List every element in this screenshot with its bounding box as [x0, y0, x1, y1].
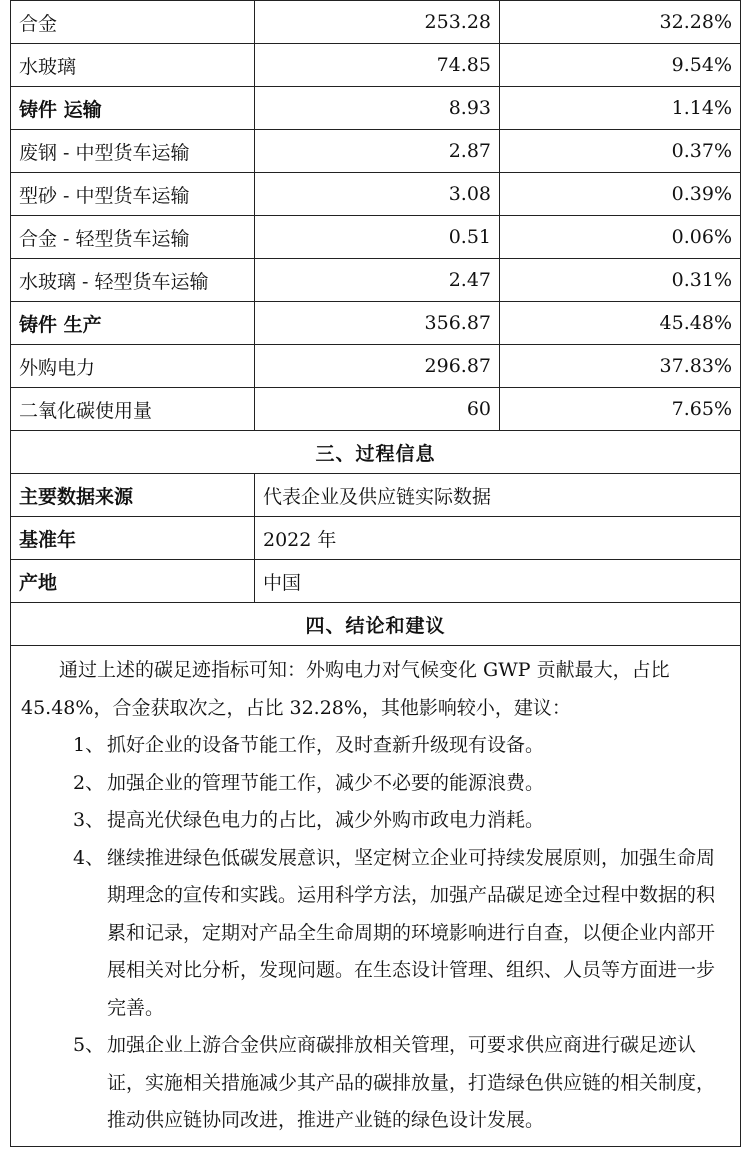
- recommendation-item: [21, 802, 732, 840]
- table-row: [11, 560, 741, 603]
- percent-cell: 0.06%: [500, 216, 741, 259]
- carbon-footprint-table: [10, 0, 741, 1147]
- percent-cell: 9.54%: [500, 44, 741, 87]
- percent-cell: 0.31%: [500, 259, 741, 302]
- item-name-cell: 铸件 运输: [11, 87, 255, 130]
- conclusion-intro: 通过上述的碳足迹指标可知：外购电力对气候变化 GWP 贡献最大，占比 45.48%，合金获取次之，占比 32.28%，其他影响较小，建议：: [21, 659, 670, 719]
- table-row: [11, 1, 741, 44]
- item-name-cell: 合金 - 轻型货车运输: [11, 216, 255, 259]
- recommendation-item: [21, 727, 732, 765]
- recommendation-item: [21, 840, 732, 1028]
- item-number: 4、: [73, 846, 105, 869]
- item-number: 1、: [73, 734, 105, 756]
- table-row: [11, 388, 741, 431]
- info-value-cell: 2022 年: [255, 517, 741, 560]
- item-text: 加强企业上游合金供应商碳排放相关管理，可要求供应商进行碳足迹认证，实施相关措施减少其产品的碳排放量，打造绿色供应链的相关制度，推动供应链协同改进，推进产业链的绿色设计发展。: [107, 1034, 716, 1131]
- info-label-cell: 主要数据来源: [11, 474, 255, 517]
- process-section-title: 三、过程信息: [11, 431, 741, 474]
- percent-cell: 32.28%: [500, 1, 741, 44]
- conclusion-section-title: 四、结论和建议: [11, 603, 741, 646]
- value-cell: 0.51: [255, 216, 500, 259]
- table-row: [11, 302, 741, 345]
- item-text: 继续推进绿色低碳发展意识，坚定树立企业可持续发展原则，加强生命周期理念的宣传和实践。运用科学方法，加强产品碳足迹全过程中数据的积累和记录，定期对产品全生命周期的环境影响进行自查，以便企业内部开展相关对比分析，发现问题。在生态设计管理、组织、人员等方面进一步完善。: [107, 846, 716, 1019]
- info-label-cell: 基准年: [11, 517, 255, 560]
- table-row: [11, 474, 741, 517]
- item-name-cell: 水玻璃 - 轻型货车运输: [11, 259, 255, 302]
- item-number: 2、: [73, 771, 105, 794]
- value-cell: 2.87: [255, 130, 500, 173]
- item-text: 抓好企业的设备节能工作，及时查新升级现有设备。: [107, 734, 545, 756]
- document-page: [10, 0, 740, 1147]
- item-name-cell: 铸件 生产: [11, 302, 255, 345]
- info-value-cell: 中国: [255, 560, 741, 603]
- percent-cell: 7.65%: [500, 388, 741, 431]
- section-header-row: [11, 603, 741, 646]
- value-cell: 60: [255, 388, 500, 431]
- item-number: 5、: [73, 1034, 105, 1056]
- percent-cell: 45.48%: [500, 302, 741, 345]
- table-row: [11, 44, 741, 87]
- value-cell: 3.08: [255, 173, 500, 216]
- table-row: [11, 173, 741, 216]
- value-cell: 356.87: [255, 302, 500, 345]
- item-name-cell: 外购电力: [11, 345, 255, 388]
- conclusion-cell: [11, 646, 741, 1147]
- table-row: [11, 259, 741, 302]
- info-label-cell: 产地: [11, 560, 255, 603]
- value-cell: 74.85: [255, 44, 500, 87]
- table-row: [11, 517, 741, 560]
- percent-cell: 0.37%: [500, 130, 741, 173]
- table-row: [11, 87, 741, 130]
- item-name-cell: 水玻璃: [11, 44, 255, 87]
- value-cell: 253.28: [255, 1, 500, 44]
- table-row: [11, 216, 741, 259]
- item-name-cell: 废钢 - 中型货车运输: [11, 130, 255, 173]
- conclusion-row: [11, 646, 741, 1147]
- value-cell: 2.47: [255, 259, 500, 302]
- percent-cell: 1.14%: [500, 87, 741, 130]
- item-name-cell: 二氧化碳使用量: [11, 388, 255, 431]
- recommendation-item: [21, 1027, 732, 1140]
- percent-cell: 0.39%: [500, 173, 741, 216]
- info-value-cell: 代表企业及供应链实际数据: [255, 474, 741, 517]
- item-name-cell: 型砂 - 中型货车运输: [11, 173, 255, 216]
- value-cell: 8.93: [255, 87, 500, 130]
- recommendation-item: [21, 765, 732, 803]
- item-text: 加强企业的管理节能工作，减少不必要的能源浪费。: [107, 771, 545, 794]
- percent-cell: 37.83%: [500, 345, 741, 388]
- item-text: 提高光伏绿色电力的占比，减少外购市政电力消耗。: [107, 809, 545, 831]
- table-row: [11, 130, 741, 173]
- section-header-row: [11, 431, 741, 474]
- value-cell: 296.87: [255, 345, 500, 388]
- table-row: [11, 345, 741, 388]
- item-name-cell: 合金: [11, 1, 255, 44]
- item-number: 3、: [73, 809, 105, 831]
